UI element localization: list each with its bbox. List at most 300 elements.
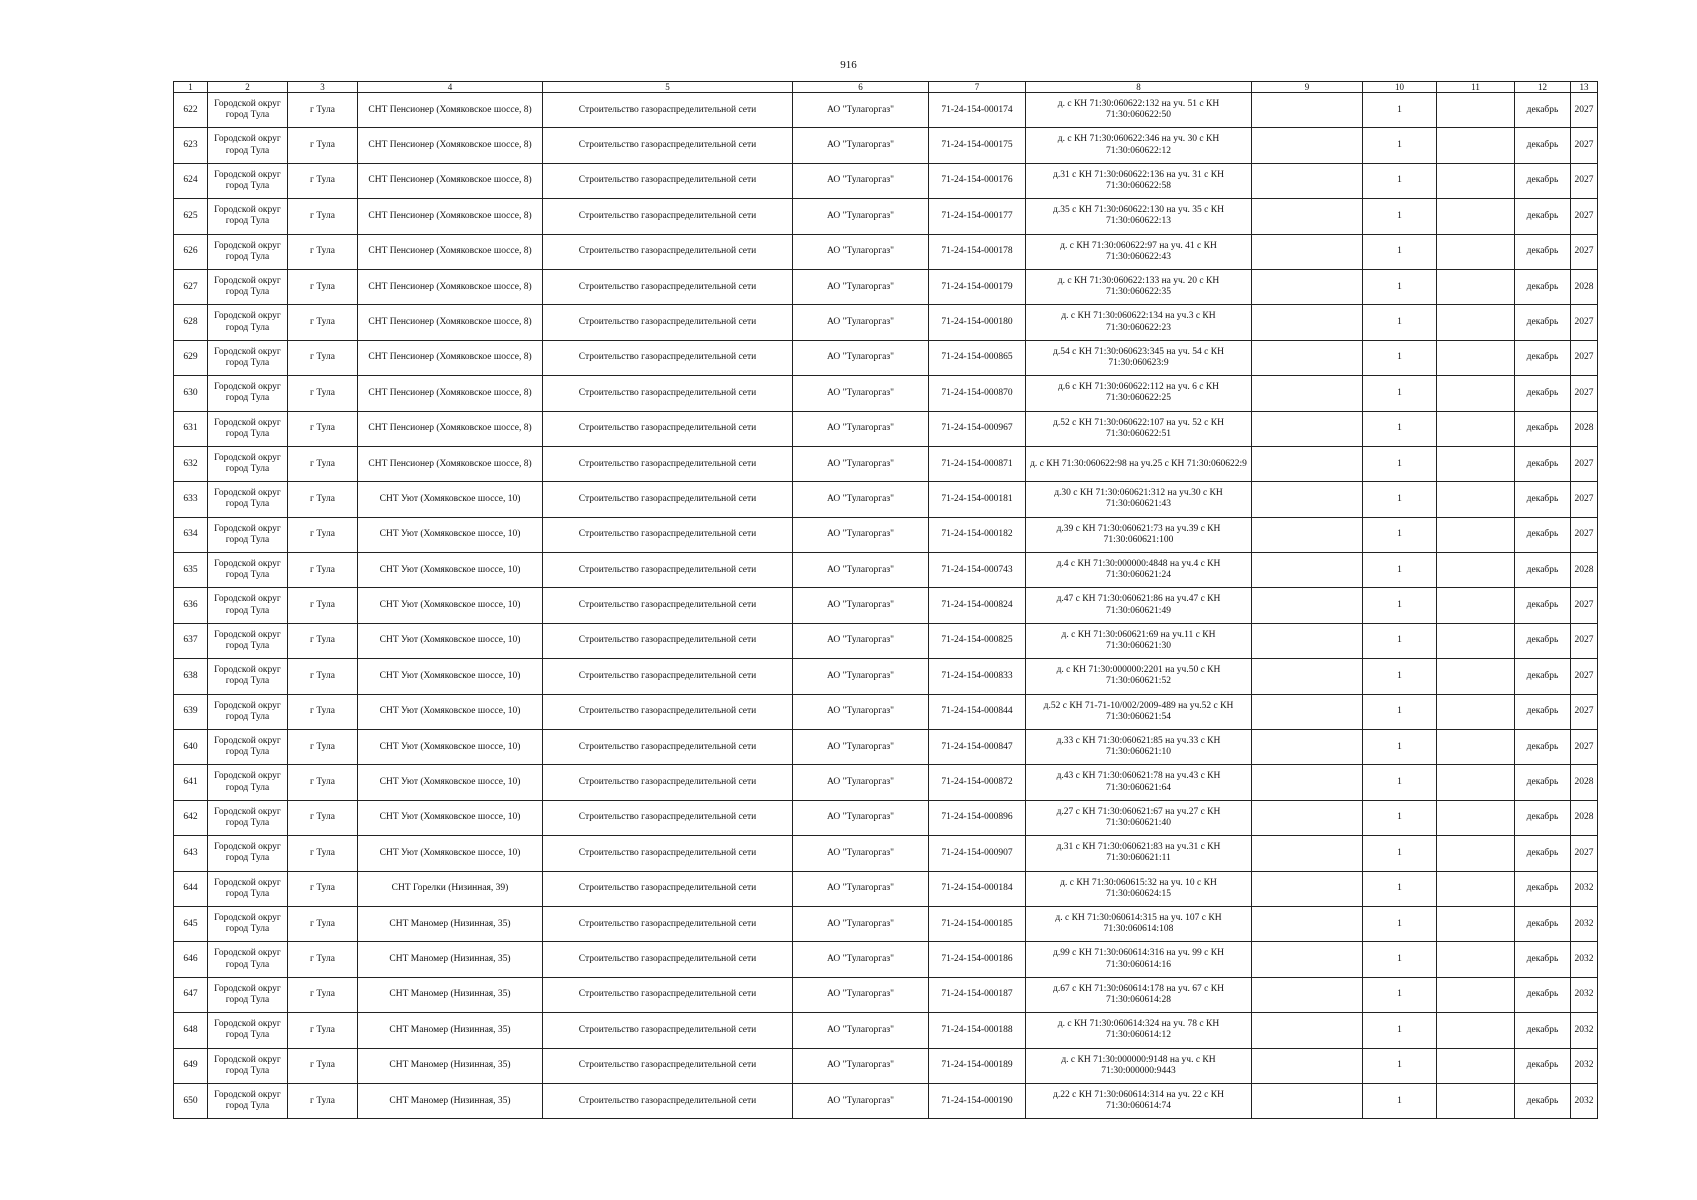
program-code-cell: 71-24-154-000872 xyxy=(929,765,1026,800)
row-number: 641 xyxy=(174,765,208,800)
object-cell: СНТ Уют (Хомяковское шоссе, 10) xyxy=(358,659,543,694)
quantity-cell: 1 xyxy=(1363,446,1437,481)
locality-cell: г Тула xyxy=(288,694,358,729)
column-9-cell xyxy=(1252,800,1363,835)
locality-cell: г Тула xyxy=(288,128,358,163)
object-cell: СНТ Маномер (Низинная, 35) xyxy=(358,1083,543,1118)
object-cell: СНТ Пенсионер (Хомяковское шоссе, 8) xyxy=(358,199,543,234)
organization-cell: АО "Тулагоргаз" xyxy=(793,128,929,163)
year-cell: 2027 xyxy=(1571,836,1598,871)
quantity-cell: 1 xyxy=(1363,340,1437,375)
year-cell: 2027 xyxy=(1571,234,1598,269)
month-cell: декабрь xyxy=(1515,128,1571,163)
work-type-cell: Строительство газораспределительной сети xyxy=(543,730,793,765)
month-cell: декабрь xyxy=(1515,411,1571,446)
object-cell: СНТ Пенсионер (Хомяковское шоссе, 8) xyxy=(358,446,543,481)
program-code-cell: 71-24-154-000847 xyxy=(929,730,1026,765)
table-row xyxy=(174,376,1598,411)
table-row xyxy=(174,588,1598,623)
column-11-cell xyxy=(1437,446,1515,481)
municipality-cell: Городской округ город Тула xyxy=(208,871,288,906)
year-cell: 2027 xyxy=(1571,305,1598,340)
month-cell: декабрь xyxy=(1515,906,1571,941)
program-code-cell: 71-24-154-000189 xyxy=(929,1048,1026,1083)
address-cell: д.33 с КН 71:30:060621:85 на уч.33 с КН 71:30:060621:10 xyxy=(1026,730,1252,765)
column-number: 4 xyxy=(358,82,543,93)
quantity-cell: 1 xyxy=(1363,800,1437,835)
locality-cell: г Тула xyxy=(288,977,358,1012)
table-row xyxy=(174,765,1598,800)
address-cell: д. с КН 71:30:060622:97 на уч. 41 с КН 71:30:060622:43 xyxy=(1026,234,1252,269)
locality-cell: г Тула xyxy=(288,340,358,375)
program-code-cell: 71-24-154-000174 xyxy=(929,93,1026,128)
object-cell: СНТ Маномер (Низинная, 35) xyxy=(358,906,543,941)
object-cell: СНТ Уют (Хомяковское шоссе, 10) xyxy=(358,482,543,517)
organization-cell: АО "Тулагоргаз" xyxy=(793,446,929,481)
table-row xyxy=(174,128,1598,163)
year-cell: 2028 xyxy=(1571,269,1598,304)
column-number: 2 xyxy=(208,82,288,93)
organization-cell: АО "Тулагоргаз" xyxy=(793,906,929,941)
address-cell: д.99 с КН 71:30:060614:316 на уч. 99 с КН 71:30:060614:16 xyxy=(1026,942,1252,977)
quantity-cell: 1 xyxy=(1363,305,1437,340)
work-type-cell: Строительство газораспределительной сети xyxy=(543,871,793,906)
column-9-cell xyxy=(1252,128,1363,163)
month-cell: декабрь xyxy=(1515,623,1571,658)
object-cell: СНТ Пенсионер (Хомяковское шоссе, 8) xyxy=(358,340,543,375)
column-9-cell xyxy=(1252,588,1363,623)
organization-cell: АО "Тулагоргаз" xyxy=(793,93,929,128)
column-9-cell xyxy=(1252,836,1363,871)
municipality-cell: Городской округ город Тула xyxy=(208,411,288,446)
column-number: 7 xyxy=(929,82,1026,93)
quantity-cell: 1 xyxy=(1363,163,1437,198)
quantity-cell: 1 xyxy=(1363,694,1437,729)
column-9-cell xyxy=(1252,163,1363,198)
program-code-cell: 71-24-154-000190 xyxy=(929,1083,1026,1118)
table-row xyxy=(174,340,1598,375)
table-row xyxy=(174,517,1598,552)
table-row xyxy=(174,305,1598,340)
object-cell: СНТ Маномер (Низинная, 35) xyxy=(358,1048,543,1083)
table-row xyxy=(174,553,1598,588)
program-code-cell: 71-24-154-000967 xyxy=(929,411,1026,446)
organization-cell: АО "Тулагоргаз" xyxy=(793,1013,929,1048)
column-9-cell xyxy=(1252,553,1363,588)
row-number: 637 xyxy=(174,623,208,658)
column-11-cell xyxy=(1437,977,1515,1012)
quantity-cell: 1 xyxy=(1363,871,1437,906)
quantity-cell: 1 xyxy=(1363,234,1437,269)
municipality-cell: Городской округ город Тула xyxy=(208,128,288,163)
work-type-cell: Строительство газораспределительной сети xyxy=(543,269,793,304)
locality-cell: г Тула xyxy=(288,305,358,340)
municipality-cell: Городской округ город Тула xyxy=(208,269,288,304)
address-cell: д.39 с КН 71:30:060621:73 на уч.39 с КН 71:30:060621:100 xyxy=(1026,517,1252,552)
organization-cell: АО "Тулагоргаз" xyxy=(793,942,929,977)
month-cell: декабрь xyxy=(1515,163,1571,198)
column-9-cell xyxy=(1252,765,1363,800)
address-cell: д.52 с КН 71:30:060622:107 на уч. 52 с КН 71:30:060622:51 xyxy=(1026,411,1252,446)
organization-cell: АО "Тулагоргаз" xyxy=(793,1048,929,1083)
program-code-cell: 71-24-154-000181 xyxy=(929,482,1026,517)
locality-cell: г Тула xyxy=(288,942,358,977)
table-row xyxy=(174,234,1598,269)
organization-cell: АО "Тулагоргаз" xyxy=(793,340,929,375)
table-row xyxy=(174,623,1598,658)
year-cell: 2027 xyxy=(1571,446,1598,481)
program-code-cell: 71-24-154-000188 xyxy=(929,1013,1026,1048)
column-number: 11 xyxy=(1437,82,1515,93)
work-type-cell: Строительство газораспределительной сети xyxy=(543,1083,793,1118)
organization-cell: АО "Тулагоргаз" xyxy=(793,800,929,835)
row-number: 632 xyxy=(174,446,208,481)
address-cell: д. с КН 71:30:060622:132 на уч. 51 с КН 71:30:060622:50 xyxy=(1026,93,1252,128)
month-cell: декабрь xyxy=(1515,1048,1571,1083)
column-11-cell xyxy=(1437,1048,1515,1083)
column-11-cell xyxy=(1437,694,1515,729)
year-cell: 2032 xyxy=(1571,942,1598,977)
row-number: 626 xyxy=(174,234,208,269)
quantity-cell: 1 xyxy=(1363,836,1437,871)
column-11-cell xyxy=(1437,836,1515,871)
row-number: 631 xyxy=(174,411,208,446)
month-cell: декабрь xyxy=(1515,1083,1571,1118)
column-11-cell xyxy=(1437,659,1515,694)
object-cell: СНТ Пенсионер (Хомяковское шоссе, 8) xyxy=(358,305,543,340)
gas-network-table xyxy=(173,81,1598,1119)
column-9-cell xyxy=(1252,659,1363,694)
row-number: 640 xyxy=(174,730,208,765)
column-number: 5 xyxy=(543,82,793,93)
table-row xyxy=(174,836,1598,871)
municipality-cell: Городской округ город Тула xyxy=(208,376,288,411)
month-cell: декабрь xyxy=(1515,871,1571,906)
column-11-cell xyxy=(1437,163,1515,198)
address-cell: д. с КН 71:30:060622:346 на уч. 30 с КН 71:30:060622:12 xyxy=(1026,128,1252,163)
program-code-cell: 71-24-154-000184 xyxy=(929,871,1026,906)
work-type-cell: Строительство газораспределительной сети xyxy=(543,906,793,941)
program-code-cell: 71-24-154-000182 xyxy=(929,517,1026,552)
table-row xyxy=(174,482,1598,517)
municipality-cell: Городской округ город Тула xyxy=(208,694,288,729)
column-11-cell xyxy=(1437,553,1515,588)
month-cell: декабрь xyxy=(1515,517,1571,552)
program-code-cell: 71-24-154-000186 xyxy=(929,942,1026,977)
program-code-cell: 71-24-154-000177 xyxy=(929,199,1026,234)
quantity-cell: 1 xyxy=(1363,1083,1437,1118)
year-cell: 2027 xyxy=(1571,482,1598,517)
year-cell: 2027 xyxy=(1571,730,1598,765)
table-row xyxy=(174,942,1598,977)
column-9-cell xyxy=(1252,977,1363,1012)
quantity-cell: 1 xyxy=(1363,659,1437,694)
address-cell: д. с КН 71:30:060622:134 на уч.3 с КН 71:30:060622:23 xyxy=(1026,305,1252,340)
column-9-cell xyxy=(1252,871,1363,906)
row-number: 636 xyxy=(174,588,208,623)
month-cell: декабрь xyxy=(1515,977,1571,1012)
quantity-cell: 1 xyxy=(1363,730,1437,765)
municipality-cell: Городской округ город Тула xyxy=(208,163,288,198)
organization-cell: АО "Тулагоргаз" xyxy=(793,305,929,340)
address-cell: д.31 с КН 71:30:060622:136 на уч. 31 с КН 71:30:060622:58 xyxy=(1026,163,1252,198)
program-code-cell: 71-24-154-000844 xyxy=(929,694,1026,729)
object-cell: СНТ Уют (Хомяковское шоссе, 10) xyxy=(358,553,543,588)
organization-cell: АО "Тулагоргаз" xyxy=(793,836,929,871)
program-code-cell: 71-24-154-000743 xyxy=(929,553,1026,588)
locality-cell: г Тула xyxy=(288,553,358,588)
object-cell: СНТ Пенсионер (Хомяковское шоссе, 8) xyxy=(358,234,543,269)
column-9-cell xyxy=(1252,694,1363,729)
work-type-cell: Строительство газораспределительной сети xyxy=(543,765,793,800)
column-11-cell xyxy=(1437,517,1515,552)
year-cell: 2032 xyxy=(1571,871,1598,906)
address-cell: д.52 с КН 71-71-10/002/2009-489 на уч.52 с КН 71:30:060621:54 xyxy=(1026,694,1252,729)
column-11-cell xyxy=(1437,906,1515,941)
row-number: 624 xyxy=(174,163,208,198)
table-row xyxy=(174,800,1598,835)
row-number: 634 xyxy=(174,517,208,552)
column-9-cell xyxy=(1252,411,1363,446)
month-cell: декабрь xyxy=(1515,199,1571,234)
row-number: 625 xyxy=(174,199,208,234)
municipality-cell: Городской округ город Тула xyxy=(208,517,288,552)
object-cell: СНТ Маномер (Низинная, 35) xyxy=(358,1013,543,1048)
month-cell: декабрь xyxy=(1515,694,1571,729)
locality-cell: г Тула xyxy=(288,376,358,411)
month-cell: декабрь xyxy=(1515,553,1571,588)
municipality-cell: Городской округ город Тула xyxy=(208,1048,288,1083)
column-9-cell xyxy=(1252,1083,1363,1118)
work-type-cell: Строительство газораспределительной сети xyxy=(543,340,793,375)
organization-cell: АО "Тулагоргаз" xyxy=(793,411,929,446)
locality-cell: г Тула xyxy=(288,446,358,481)
municipality-cell: Городской округ город Тула xyxy=(208,906,288,941)
year-cell: 2028 xyxy=(1571,553,1598,588)
address-cell: д. с КН 71:30:000000:2201 на уч.50 с КН 71:30:060621:52 xyxy=(1026,659,1252,694)
locality-cell: г Тула xyxy=(288,163,358,198)
quantity-cell: 1 xyxy=(1363,93,1437,128)
month-cell: декабрь xyxy=(1515,800,1571,835)
row-number: 648 xyxy=(174,1013,208,1048)
table-row xyxy=(174,1048,1598,1083)
work-type-cell: Строительство газораспределительной сети xyxy=(543,623,793,658)
organization-cell: АО "Тулагоргаз" xyxy=(793,659,929,694)
object-cell: СНТ Уют (Хомяковское шоссе, 10) xyxy=(358,623,543,658)
work-type-cell: Строительство газораспределительной сети xyxy=(543,482,793,517)
row-number: 623 xyxy=(174,128,208,163)
municipality-cell: Городской округ город Тула xyxy=(208,1013,288,1048)
address-cell: д. с КН 71:30:060621:69 на уч.11 с КН 71:30:060621:30 xyxy=(1026,623,1252,658)
municipality-cell: Городской округ город Тула xyxy=(208,588,288,623)
row-number: 622 xyxy=(174,93,208,128)
organization-cell: АО "Тулагоргаз" xyxy=(793,482,929,517)
row-number: 630 xyxy=(174,376,208,411)
year-cell: 2032 xyxy=(1571,1013,1598,1048)
object-cell: СНТ Уют (Хомяковское шоссе, 10) xyxy=(358,588,543,623)
object-cell: СНТ Уют (Хомяковское шоссе, 10) xyxy=(358,765,543,800)
program-code-cell: 71-24-154-000870 xyxy=(929,376,1026,411)
organization-cell: АО "Тулагоргаз" xyxy=(793,694,929,729)
locality-cell: г Тула xyxy=(288,93,358,128)
table-row xyxy=(174,659,1598,694)
year-cell: 2032 xyxy=(1571,977,1598,1012)
object-cell: СНТ Уют (Хомяковское шоссе, 10) xyxy=(358,694,543,729)
column-number: 3 xyxy=(288,82,358,93)
year-cell: 2028 xyxy=(1571,765,1598,800)
column-9-cell xyxy=(1252,906,1363,941)
object-cell: СНТ Горелки (Низинная, 39) xyxy=(358,871,543,906)
municipality-cell: Городской округ город Тула xyxy=(208,482,288,517)
municipality-cell: Городской округ город Тула xyxy=(208,977,288,1012)
table-body xyxy=(174,93,1598,1119)
address-cell: д.30 с КН 71:30:060621:312 на уч.30 с КН 71:30:060621:43 xyxy=(1026,482,1252,517)
municipality-cell: Городской округ город Тула xyxy=(208,836,288,871)
municipality-cell: Городской округ город Тула xyxy=(208,199,288,234)
program-code-cell: 71-24-154-000824 xyxy=(929,588,1026,623)
work-type-cell: Строительство газораспределительной сети xyxy=(543,128,793,163)
program-code-cell: 71-24-154-000185 xyxy=(929,906,1026,941)
municipality-cell: Городской округ город Тула xyxy=(208,765,288,800)
work-type-cell: Строительство газораспределительной сети xyxy=(543,446,793,481)
municipality-cell: Городской округ город Тула xyxy=(208,1083,288,1118)
program-code-cell: 71-24-154-000175 xyxy=(929,128,1026,163)
column-11-cell xyxy=(1437,871,1515,906)
organization-cell: АО "Тулагоргаз" xyxy=(793,234,929,269)
program-code-cell: 71-24-154-000871 xyxy=(929,446,1026,481)
table-row xyxy=(174,871,1598,906)
year-cell: 2027 xyxy=(1571,588,1598,623)
municipality-cell: Городской округ город Тула xyxy=(208,623,288,658)
column-11-cell xyxy=(1437,1013,1515,1048)
column-number: 10 xyxy=(1363,82,1437,93)
quantity-cell: 1 xyxy=(1363,623,1437,658)
year-cell: 2027 xyxy=(1571,376,1598,411)
object-cell: СНТ Пенсионер (Хомяковское шоссе, 8) xyxy=(358,93,543,128)
column-11-cell xyxy=(1437,93,1515,128)
organization-cell: АО "Тулагоргаз" xyxy=(793,730,929,765)
table-row xyxy=(174,906,1598,941)
address-cell: д.67 с КН 71:30:060614:178 на уч. 67 с КН 71:30:060614:28 xyxy=(1026,977,1252,1012)
month-cell: декабрь xyxy=(1515,376,1571,411)
locality-cell: г Тула xyxy=(288,623,358,658)
address-cell: д.27 с КН 71:30:060621:67 на уч.27 с КН 71:30:060621:40 xyxy=(1026,800,1252,835)
table-row xyxy=(174,93,1598,128)
year-cell: 2032 xyxy=(1571,1083,1598,1118)
program-code-cell: 71-24-154-000907 xyxy=(929,836,1026,871)
column-11-cell xyxy=(1437,588,1515,623)
address-cell: д.54 с КН 71:30:060623:345 на уч. 54 с КН 71:30:060623:9 xyxy=(1026,340,1252,375)
object-cell: СНТ Маномер (Низинная, 35) xyxy=(358,977,543,1012)
column-9-cell xyxy=(1252,517,1363,552)
table-row xyxy=(174,1083,1598,1118)
locality-cell: г Тула xyxy=(288,199,358,234)
locality-cell: г Тула xyxy=(288,730,358,765)
program-code-cell: 71-24-154-000187 xyxy=(929,977,1026,1012)
table-row xyxy=(174,694,1598,729)
column-11-cell xyxy=(1437,340,1515,375)
column-11-cell xyxy=(1437,482,1515,517)
object-cell: СНТ Уют (Хомяковское шоссе, 10) xyxy=(358,517,543,552)
organization-cell: АО "Тулагоргаз" xyxy=(793,1083,929,1118)
month-cell: декабрь xyxy=(1515,482,1571,517)
municipality-cell: Городской округ город Тула xyxy=(208,942,288,977)
month-cell: декабрь xyxy=(1515,340,1571,375)
month-cell: декабрь xyxy=(1515,269,1571,304)
address-cell: д. с КН 71:30:060614:315 на уч. 107 с КН 71:30:060614:108 xyxy=(1026,906,1252,941)
quantity-cell: 1 xyxy=(1363,765,1437,800)
row-number: 628 xyxy=(174,305,208,340)
column-number: 8 xyxy=(1026,82,1252,93)
column-9-cell xyxy=(1252,730,1363,765)
table-row xyxy=(174,411,1598,446)
column-11-cell xyxy=(1437,128,1515,163)
year-cell: 2027 xyxy=(1571,694,1598,729)
work-type-cell: Строительство газораспределительной сети xyxy=(543,588,793,623)
locality-cell: г Тула xyxy=(288,234,358,269)
object-cell: СНТ Уют (Хомяковское шоссе, 10) xyxy=(358,800,543,835)
work-type-cell: Строительство газораспределительной сети xyxy=(543,694,793,729)
work-type-cell: Строительство газораспределительной сети xyxy=(543,93,793,128)
address-cell: д.4 с КН 71:30:000000:4848 на уч.4 с КН 71:30:060621:24 xyxy=(1026,553,1252,588)
row-number: 635 xyxy=(174,553,208,588)
object-cell: СНТ Пенсионер (Хомяковское шоссе, 8) xyxy=(358,128,543,163)
column-11-cell xyxy=(1437,765,1515,800)
work-type-cell: Строительство газораспределительной сети xyxy=(543,942,793,977)
locality-cell: г Тула xyxy=(288,269,358,304)
column-9-cell xyxy=(1252,269,1363,304)
program-code-cell: 71-24-154-000825 xyxy=(929,623,1026,658)
object-cell: СНТ Пенсионер (Хомяковское шоссе, 8) xyxy=(358,411,543,446)
column-11-cell xyxy=(1437,269,1515,304)
year-cell: 2027 xyxy=(1571,517,1598,552)
locality-cell: г Тула xyxy=(288,1013,358,1048)
table-row xyxy=(174,269,1598,304)
address-cell: д.35 с КН 71:30:060622:130 на уч. 35 с КН 71:30:060622:13 xyxy=(1026,199,1252,234)
address-cell: д.47 с КН 71:30:060621:86 на уч.47 с КН 71:30:060621:49 xyxy=(1026,588,1252,623)
table-row xyxy=(174,1013,1598,1048)
column-number: 9 xyxy=(1252,82,1363,93)
column-11-cell xyxy=(1437,199,1515,234)
row-number: 647 xyxy=(174,977,208,1012)
year-cell: 2027 xyxy=(1571,163,1598,198)
quantity-cell: 1 xyxy=(1363,269,1437,304)
column-number: 13 xyxy=(1571,82,1598,93)
program-code-cell: 71-24-154-000176 xyxy=(929,163,1026,198)
organization-cell: АО "Тулагоргаз" xyxy=(793,376,929,411)
work-type-cell: Строительство газораспределительной сети xyxy=(543,517,793,552)
month-cell: декабрь xyxy=(1515,588,1571,623)
column-9-cell xyxy=(1252,446,1363,481)
row-number: 638 xyxy=(174,659,208,694)
work-type-cell: Строительство газораспределительной сети xyxy=(543,1048,793,1083)
quantity-cell: 1 xyxy=(1363,128,1437,163)
work-type-cell: Строительство газораспределительной сети xyxy=(543,376,793,411)
table-row xyxy=(174,730,1598,765)
locality-cell: г Тула xyxy=(288,765,358,800)
row-number: 649 xyxy=(174,1048,208,1083)
month-cell: декабрь xyxy=(1515,93,1571,128)
column-9-cell xyxy=(1252,340,1363,375)
quantity-cell: 1 xyxy=(1363,482,1437,517)
row-number: 643 xyxy=(174,836,208,871)
quantity-cell: 1 xyxy=(1363,906,1437,941)
municipality-cell: Городской округ город Тула xyxy=(208,800,288,835)
column-number: 6 xyxy=(793,82,929,93)
address-cell: д.22 с КН 71:30:060614:314 на уч. 22 с КН 71:30:060614:74 xyxy=(1026,1083,1252,1118)
work-type-cell: Строительство газораспределительной сети xyxy=(543,800,793,835)
locality-cell: г Тула xyxy=(288,800,358,835)
